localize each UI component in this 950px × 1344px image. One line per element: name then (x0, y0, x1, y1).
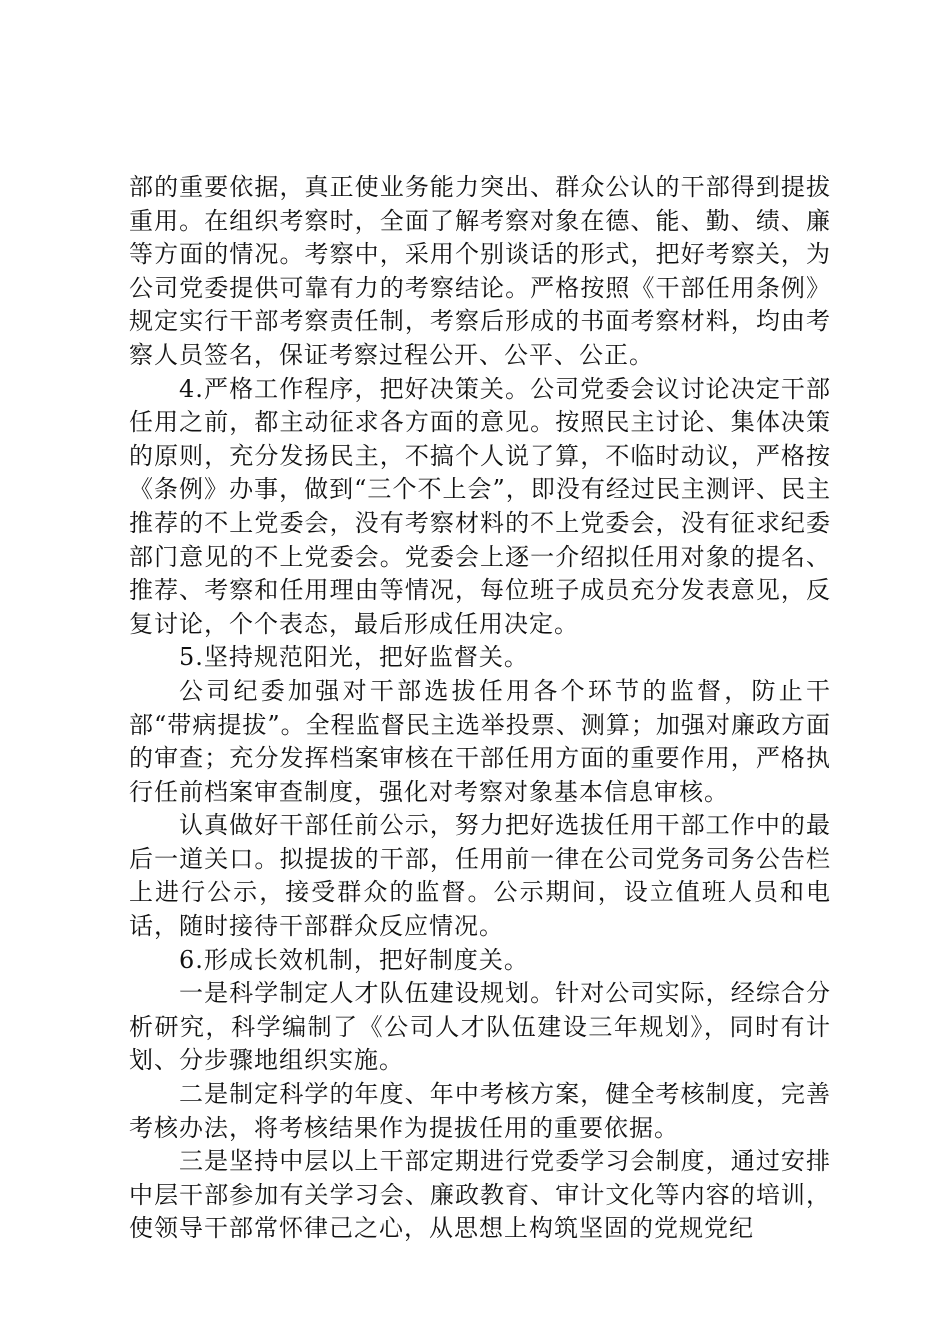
paragraph-item-5-heading: 5.坚持规范阳光，把好监督关。 (179, 643, 529, 672)
paragraph-third-point: 三是坚持中层以上干部定期进行党委学习会制度，通过安排中层干部参加有关学习会、廉政教育、审计文化等内容的培训，使领导干部常怀律己之心，从思想上构筑坚固的党规党纪 (129, 1147, 831, 1243)
paragraph-second-point: 二是制定科学的年度、年中考核方案，健全考核制度，完善考核办法，将考核结果作为提拔任用的重要依据。 (129, 1080, 831, 1142)
paragraph-item-6-heading: 6.形成长效机制，把好制度关。 (179, 945, 529, 974)
paragraph-publicity: 认真做好干部任前公示，努力把好选拔任用干部工作中的最后一道关口。拟提拔的干部，任用前一律在公司党务司务公告栏上进行公示，接受群众的监督。公示期间，设立值班人员和电话，随时接待干部群众反应情况。 (129, 811, 831, 941)
paragraph-supervision: 公司纪委加强对干部选拔任用各个环节的监督，防止干部“带病提拔”。全程监督民主选举投票、测算；加强对廉政方面的审查；充分发挥档案审核在干部任用方面的重要作用，严格执行任前档案审查制度，强化对考察对象基本信息审核。 (129, 676, 831, 806)
document-body (129, 171, 831, 1246)
paragraph-first-point: 一是科学制定人才队伍建设规划。针对公司实际，经综合分析研究，科学编制了《公司人才队伍建设三年规划》，同时有计划、分步骤地组织实施。 (129, 979, 831, 1075)
paragraph-item-4: 4.严格工作程序，把好决策关。公司党委会议讨论决定干部任用之前，都主动征求各方面的意见。按照民主讨论、集体决策的原则，充分发扬民主，不搞个人说了算，不临时动议，严格按《条例》办事，做到“三个不上会”，即没有经过民主测评、民主推荐的不上党委会，没有考察材料的不上党委会，没有征求纪委部门意见的不上党委会。党委会上逐一介绍拟任用对象的提名、推荐、考察和任用理由等情况，每位班子成员充分发表意见，反复讨论，个个表态，最后形成任用决定。 (129, 374, 831, 638)
paragraph-continuation: 部的重要依据，真正使业务能力突出、群众公认的干部得到提拔重用。在组织考察时，全面了解考察对象在德、能、勤、绩、廉等方面的情况。考察中，采用个别谈话的形式，把好考察关，为公司党委提供可靠有力的考察结论。严格按照《干部任用条例》规定实行干部考察责任制，考察后形成的书面考察材料，均由考察人员签名，保证考察过程公开、公平、公正。 (129, 173, 831, 369)
